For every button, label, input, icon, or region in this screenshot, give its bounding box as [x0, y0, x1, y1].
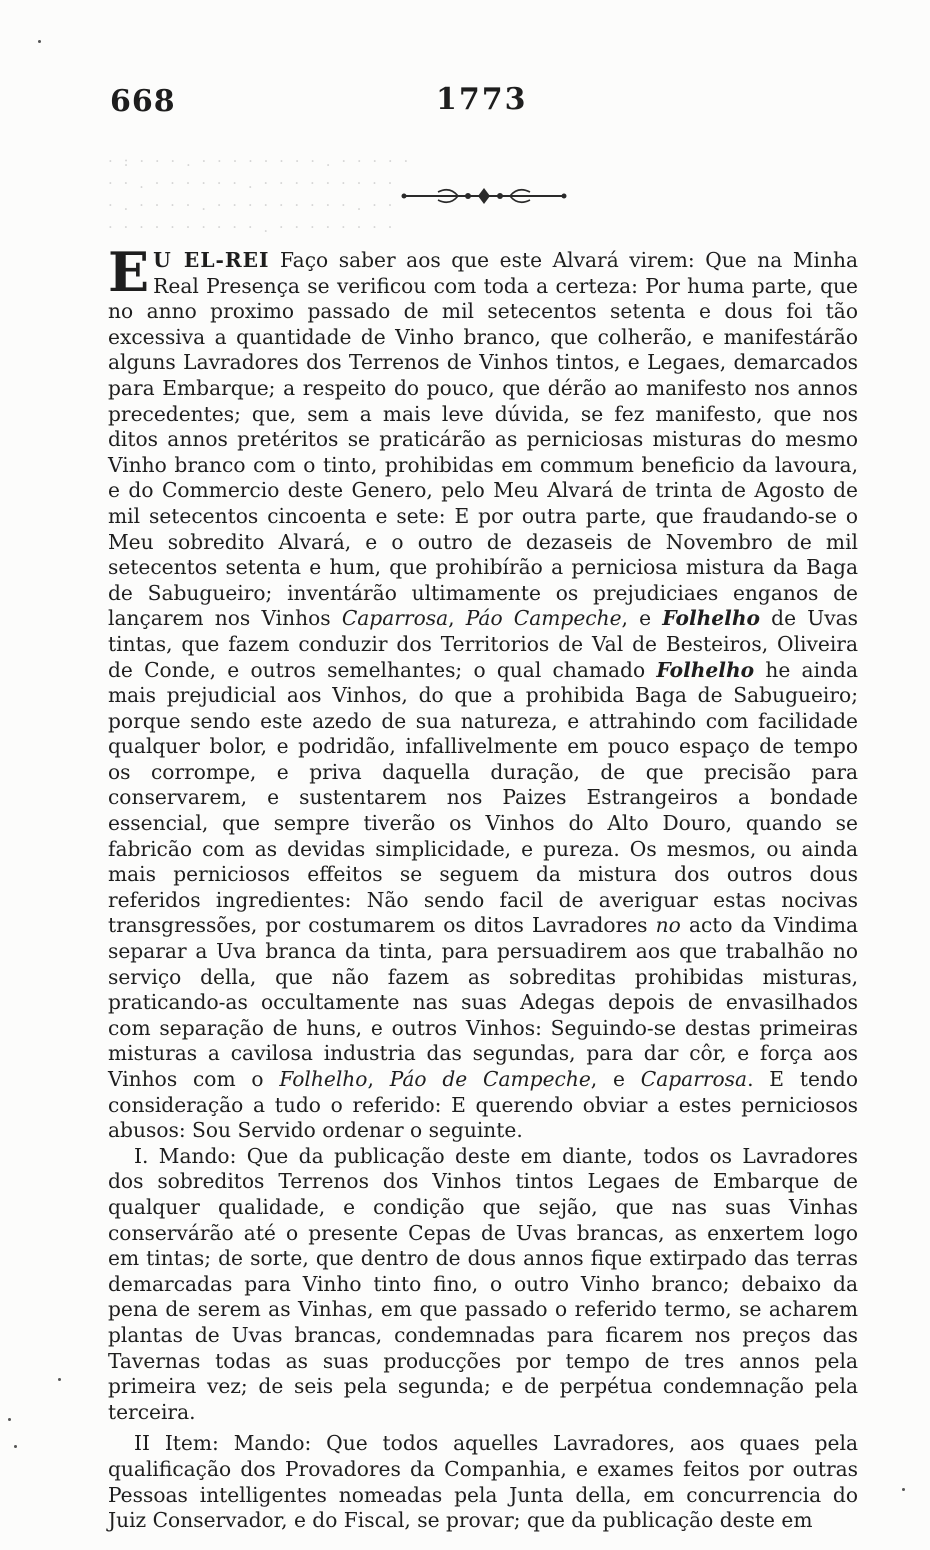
preamble-text-e: . E tendo consideração a tudo o referido: E querendo obviar a estes perniciosos abusos: Sou Servido ordenar o seguinte. — [108, 1067, 858, 1143]
term-folhelho: Folhelho — [656, 657, 755, 682]
term-no: no — [655, 913, 681, 938]
preamble-text-c: he ainda mais prejudicial aos Vinhos, do que a prohibida Baga de Sabugueiro; porque sendo este azedo de sua natureza, e attrahindo com facilidade qualquer bolor, e podridão, infallivelmente em pouco espaço de tempo os corrompe, e priva daquella duração, de que precisão para conservarem, e sustentarem nos Paizes Estrangeiros a bondade essencial, que sempre tiverão os Vinhos do Alto Douro, quando se fabricão com as devidas simplicidade, e pureza. Os mesmos, ou ainda mais perniciosos effeitos se seguem da mistura dos outros dous referidos ingredientes: Não sendo facil de averiguar estas nocivas transgressões, por costumarem os ditos Lavradores — [108, 657, 858, 938]
term-caparrosa: Caparrosa — [640, 1067, 748, 1091]
scan-speck — [8, 1418, 11, 1421]
term-pao-de-campeche: Páo de Campeche — [389, 1067, 591, 1091]
decree-opening: U EL-REI — [153, 248, 270, 272]
term-pao-campeche: Páo Campeche — [465, 606, 622, 631]
separator: , — [367, 1067, 390, 1091]
separator: , e — [621, 606, 663, 631]
running-header-year: 1773 — [436, 82, 528, 117]
separator: , e — [590, 1067, 641, 1091]
decree-preamble — [108, 240, 859, 1144]
term-folhelho: Folhelho — [279, 1067, 368, 1091]
scan-speck — [58, 1378, 61, 1381]
scan-speck — [38, 40, 41, 43]
scan-speck — [902, 1488, 905, 1491]
article-1: I. Mando: Que da publicação deste em diante, todos os Lavradores dos sobreditos Terrenos dos Vinhos tintos Legaes de Embarque de qualquer qualidade, e condição que sejão, que nas suas Vinhas conservárão até o presente Cepas de Uvas brancas, as enxertem logo em tintas; de sorte, que dentro de dous annos fique extirpado das terras demarcadas para Vinho tinto fino, o outro Vinho branco; debaixo da pena de serem as Vinhas, em que passado o referido termo, se acharem plantas de Uvas brancas, condemnadas para ficarem nos preços das Tavernas todas as suas producções por tempo de tres annos pela primeira vez; de seis pela segunda; e de perpétua condemnação pela terceira. — [108, 1143, 858, 1424]
article-2: II Item: Mando: Que todos aquelles Lavradores, aos quaes pela qualificação dos Provadores da Companhia, e exames feitos por outras Pessoas intelligentes nomeadas pela Junta della, em concurrencia do Juiz Conservador, e do Fiscal, se provar; que da publicação deste em — [108, 1431, 858, 1533]
page-number: 668 — [110, 84, 176, 119]
separator: , — [448, 606, 466, 631]
preamble-text: Faço saber aos que este Alvará virem: Que na Minha Real Presença se verificou com toda a certeza: Por huma parte, que no anno proximo passado de mil setecentos setenta e dous foi tão excessiva a quantidade de Vinho branco, que colherão, e manifestárão alguns Lavradores dos Terrenos de Vinhos tintos, e Legaes, demarcados para Embarque; a respeito do pouco, que dérão ao manifesto nos annos precedentes; que, sem a mais leve dúvida, se fez manifesto, que nos ditos annos pretéritos se praticárão as perniciosas misturas do mesmo Vinho branco com o tinto, prohibidas em commum beneficio da lavoura, e do Commercio deste Genero, pelo Meu Alvará de trinta de Agosto de mil setecentos cincoenta e sete: E por outra parte, que fraudando-se o Meu sobredito Alvará, e o outro de dezaseis de Novembro de mil setecentos setenta e hum, que prohibírão a perniciosa mistura da Baga de Sabugueiro; inventárão ultimamente os prejudiciaes enganos de lançarem nos Vinhos — [108, 248, 858, 631]
drop-cap: E — [108, 240, 150, 304]
preamble-text-d: acto da Vindima separar a Uva branca da tinta, para persuadirem aos que trabalhão no serviço della, que não fazem as sobreditas prohibidas misturas, praticando-as occultamente nas suas Adegas depois de envasilhados com separação de huns, e outros Vinhos: Seguindo-se destas primeiras misturas a cavilosa industria das segundas, para dar côr, e força aos Vinhos com o — [108, 913, 858, 1091]
preamble-text-b: de Uvas tintas, que fazem conduzir dos Territorios de Val de Besteiros, Oliveira de Conde, e outros semelhantes; o qual chamado — [108, 606, 859, 682]
show-through-bleed: · : · · · . · · · · · · · · . · · · · · · · . · · · · · · . · · · · · · · · · · . · · · · . · · · · · · · · · . · · · · · · · · · · · · . · · · · · · · · — [108, 152, 412, 236]
decorative-rule-ornament-icon — [398, 182, 570, 210]
term-caparrosa: Caparrosa — [341, 606, 449, 631]
scan-speck — [14, 1445, 17, 1448]
decree-body — [108, 240, 859, 1534]
term-folhelho: Folhelho — [662, 606, 760, 631]
